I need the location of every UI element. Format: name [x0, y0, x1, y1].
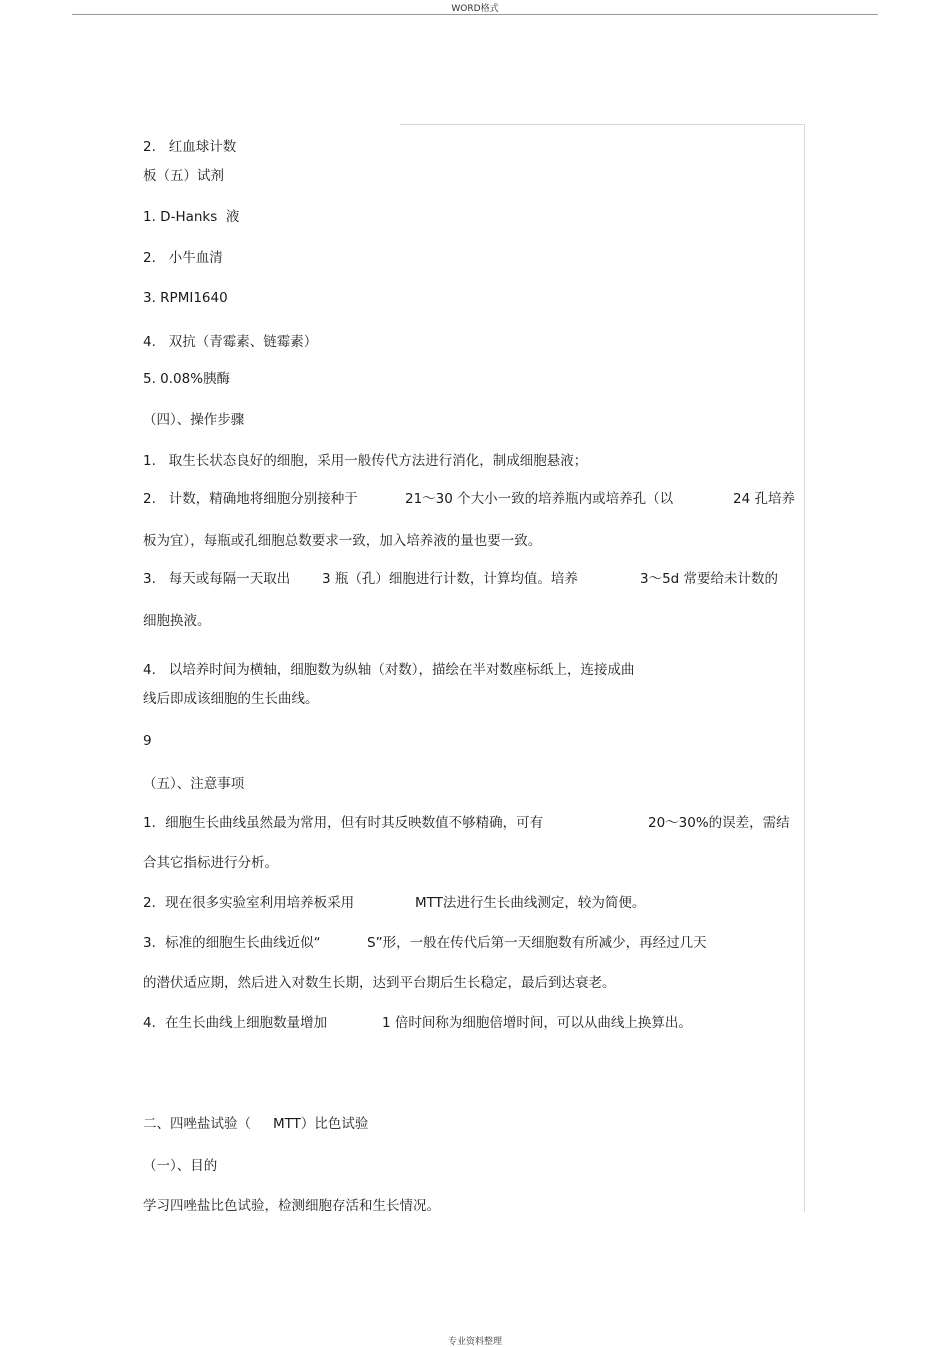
- page-number-text: 9: [143, 733, 152, 749]
- text-line: 4. 以培养时间为横轴，细胞数为纵轴（对数），描绘在半对数座标纸上，连接成曲: [143, 662, 635, 678]
- frame-right-border: [804, 124, 805, 1212]
- text-line: 合其它指标进行分析。: [143, 855, 278, 871]
- section-heading: （五）、注意事项: [143, 776, 245, 792]
- section-heading: （一）、目的: [143, 1158, 218, 1174]
- text-line: 2. 小牛血清: [143, 250, 223, 266]
- text-segment: 20～30%的误差，需结: [648, 815, 790, 831]
- text-line: 2. 红血球计数: [143, 139, 237, 155]
- page-footer: 专业资料整理: [447, 1337, 502, 1347]
- text-line: 1. D-Hanks 液: [143, 209, 240, 225]
- text-line: 5. 0.08%胰酶: [143, 371, 231, 387]
- text-line: 3．标准的细胞生长曲线近似“: [143, 935, 321, 951]
- text-line: 4. 双抗（青霉素、链霉素）: [143, 334, 318, 350]
- text-segment: 1 倍时间称为细胞倍增时间，可以从曲线上换算出。: [382, 1015, 692, 1031]
- text-segment: 3～5d 常要给未计数的: [640, 571, 779, 587]
- text-line: 2. 计数，精确地将细胞分别接种于: [143, 491, 358, 507]
- text-segment: MTT法进行生长曲线测定，较为简便。: [415, 895, 646, 911]
- text-segment: MTT）比色试验: [273, 1116, 369, 1132]
- text-line: 线后即成该细胞的生长曲线。: [143, 691, 319, 707]
- text-line: 3. RPMI1640: [143, 290, 228, 306]
- text-line: 板（五）试剂: [143, 168, 224, 184]
- text-line: 1．细胞生长曲线虽然最为常用，但有时其反映数值不够精确，可有: [143, 815, 544, 831]
- page-header: WORD格式: [451, 4, 499, 14]
- section-heading: （四）、操作步骤: [143, 412, 245, 428]
- section-heading: 二、四唑盐试验（: [143, 1116, 251, 1132]
- text-line: 1. 取生长状态良好的细胞，采用一般传代方法进行消化，制成细胞悬液；: [143, 453, 588, 469]
- text-line: 4．在生长曲线上细胞数量增加: [143, 1015, 328, 1031]
- text-segment: 21～30 个大小一致的培养瓶内或培养孔（以: [405, 491, 674, 507]
- text-segment: 3 瓶（孔）细胞进行计数，计算均值。培养: [322, 571, 578, 587]
- text-segment: S”形，一般在传代后第一天细胞数有所减少，再经过几天: [367, 935, 707, 951]
- header-rule: [72, 14, 878, 15]
- text-line: 细胞换液。: [143, 613, 211, 629]
- text-segment: 24 孔培养: [733, 491, 795, 507]
- text-line: 3. 每天或每隔一天取出: [143, 571, 291, 587]
- text-line: 板为宜），每瓶或孔细胞总数要求一致，加入培养液的量也要一致。: [143, 533, 542, 549]
- text-line: 的潜伏适应期，然后进入对数生长期，达到平台期后生长稳定，最后到达衰老。: [143, 975, 616, 991]
- frame-top-border: [400, 124, 805, 125]
- text-line: 学习四唑盐比色试验，检测细胞存活和生长情况。: [143, 1198, 440, 1214]
- text-line: 2．现在很多实验室利用培养板采用: [143, 895, 355, 911]
